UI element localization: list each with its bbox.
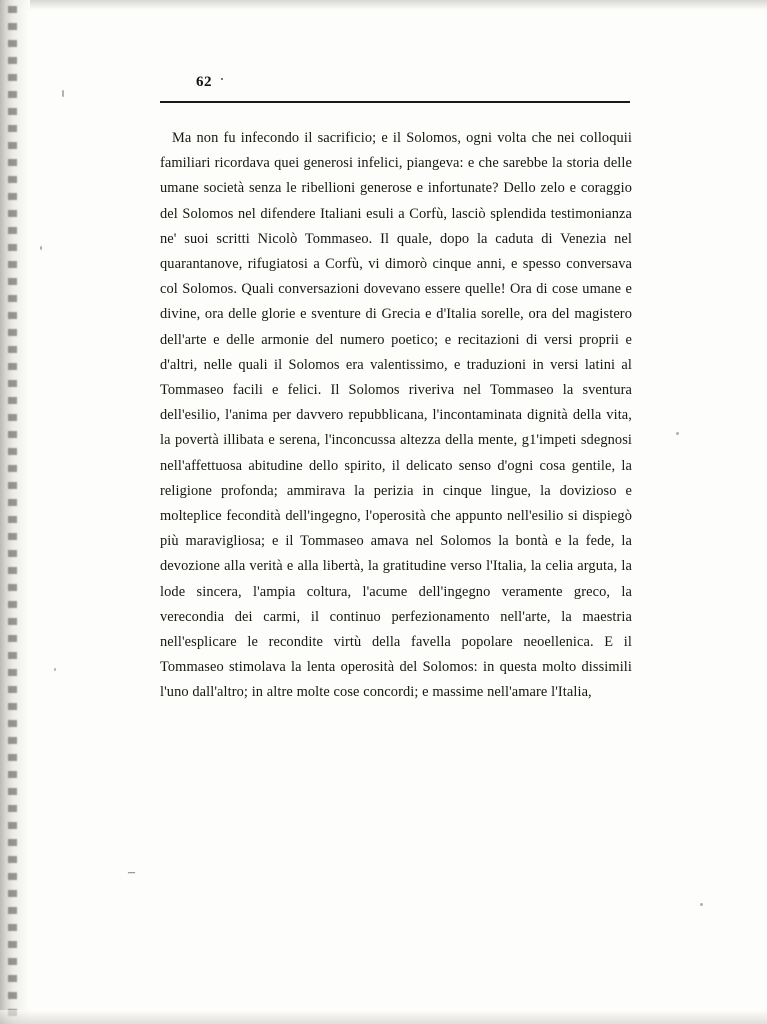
margin-mark: – xyxy=(128,865,135,880)
page-number: 62 xyxy=(196,74,212,90)
body-text-block xyxy=(160,126,632,706)
ink-dot xyxy=(221,78,223,80)
paragraph: Ma non fu infecondo il sacrificio; e il Solomos, ogni volta che nei colloquii familiari ricordava quei generosi infelici, piangeva: e che sarebbe la storia delle umane società senza le ribellioni generose e infortunate? Dello zelo e coraggio del Solomos nel difendere Italiani esuli a Corfù, lasciò splendida testimonianza ne' suoi scritti Nicolò Tommaseo. Il quale, dopo la caduta di Venezia nel quarantanove, rifugiatosi a Corfù, vi dimorò cinque anni, e spesso conversava col Solomos. Quali conversazioni dovevano essere quelle! Ora di cose umane e divine, ora delle glorie e sventure di Grecia e d'Italia sorelle, ora del magistero dell'arte e delle armonie del numero poetico; e recitazioni di versi proprii e d'altri, nelle quali il Solomos era valentissimo, e traduzioni in versi latini al Tommaseo facili e felici. Il Solomos riveriva nel Tommaseo la sventura dell'esilio, l'anima per davvero repubblicana, l'incontaminata dignità della vita, la povertà illibata e serena, l'inconcussa altezza della mente, g1'impeti sdegnosi nell'affettuosa abitudine dello spirito, il delicato senso d'ogni cosa gentile, la religione profonda; ammirava la perizia in cinque lingue, la dovizioso e molteplice fecondità dell'ingegno, l'operosità che appunto nell'esilio si dispiegò più maravigliosa; e il Tommaseo amava nel Solomos la bontà e la fede, la devozione alla verità e alla libertà, la gratitudine verso l'Italia, la celia arguta, la lode sincera, l'ampia coltura, l'acume dell'ingegno veramente greco, la verecondia dei carmi, il continuo perfezionamento nell'arte, la maestria nell'esplicare le recondite virtù della favella popolare neoellenica. E il Tommaseo stimolava la lenta operosità del Solomos: in questa molto dissimili l'uno dall'altro; in altre molte cose concordi; e massime nell'amare l'Italia, xyxy=(160,130,632,701)
header-rule xyxy=(160,101,630,103)
